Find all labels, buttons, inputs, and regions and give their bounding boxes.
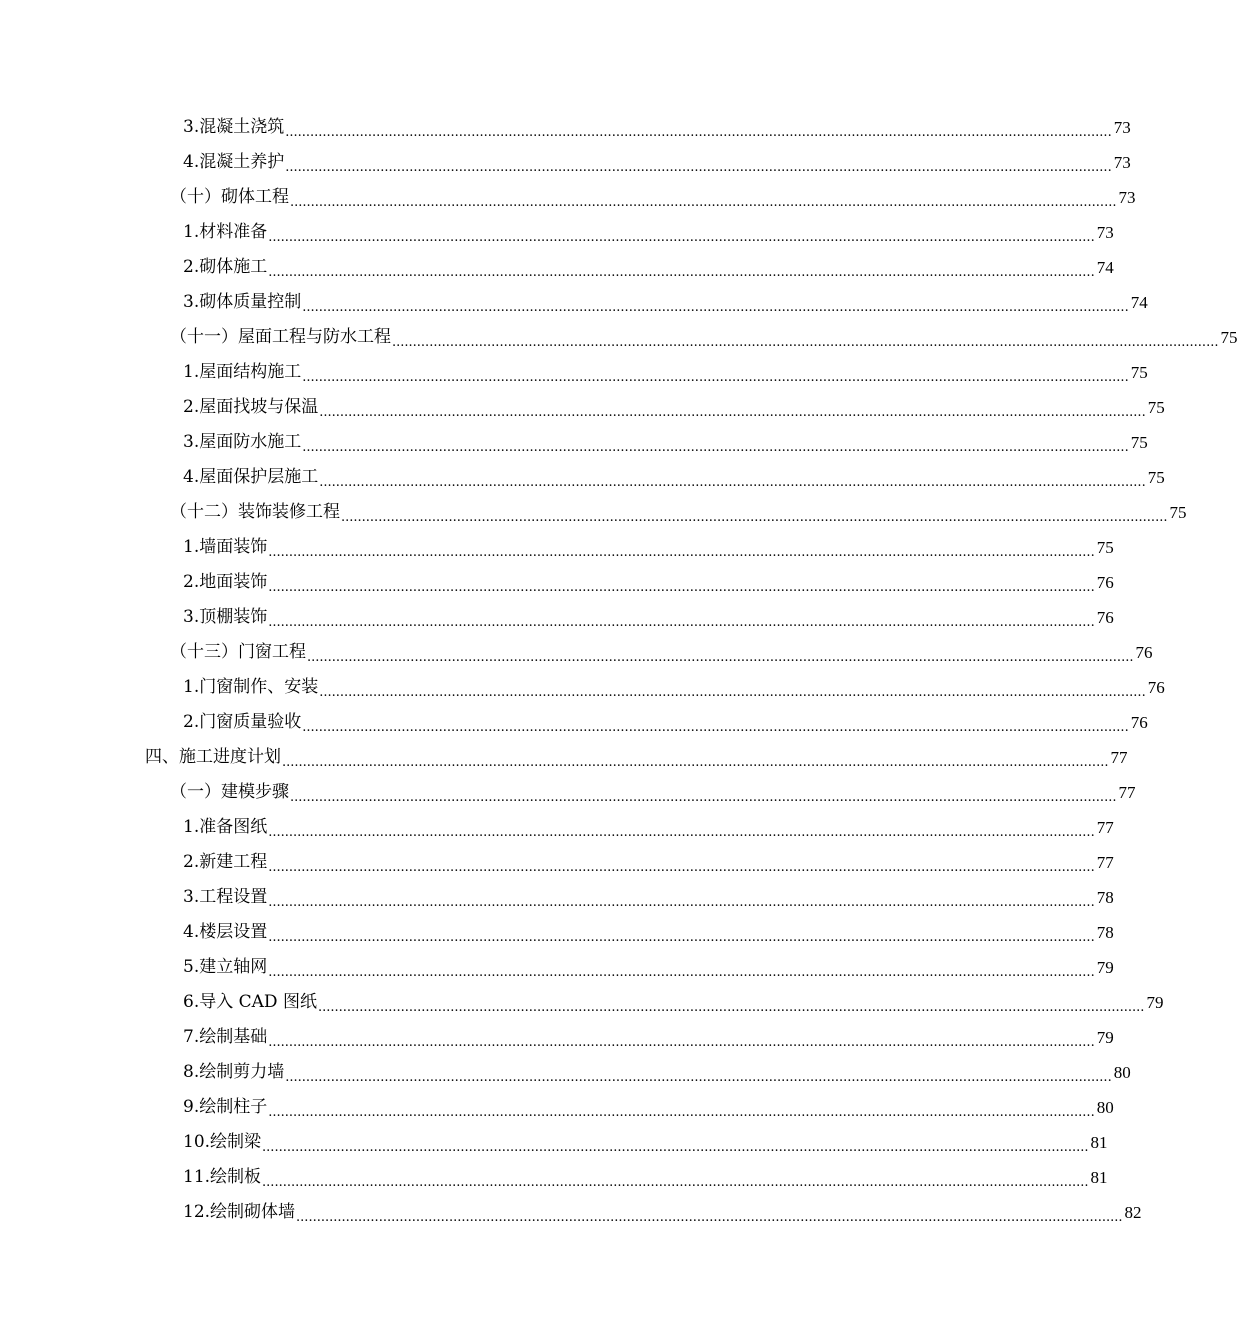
dot-leader: ........................................................................................................................................................................................................ [262,1175,1089,1190]
toc-entry[interactable] [0,285,1148,320]
toc-entry-page: 76 [1096,573,1114,592]
toc-entry-number: 2. [183,712,200,732]
toc-entry-title: 屋面找坡与保温 [199,397,319,417]
dot-leader: ........................................................................................................................................................................................................ [268,895,1095,910]
dot-leader: ........................................................................................................................................................................................................ [302,720,1129,735]
toc-entry[interactable] [0,145,1131,180]
toc-entry-number: 4. [183,152,200,172]
toc-entry[interactable] [0,1160,1108,1195]
toc-entry-page: 76 [1096,608,1114,627]
toc-entry-page: 77 [1096,818,1114,837]
toc-entry-title: 砌体施工 [199,257,268,277]
toc-entry[interactable] [0,950,1114,985]
dot-leader: ........................................................................................................................................................................................................ [290,195,1117,210]
toc-entry[interactable] [0,355,1148,390]
toc-entry-number: 2. [183,257,200,277]
toc-entry[interactable] [0,1020,1114,1055]
toc-entry-page: 82 [1124,1203,1142,1222]
toc-entry-page: 73 [1096,223,1114,242]
toc-entry-page: 77 [1096,853,1114,872]
toc-entry-title: 装饰装修工程 [238,502,340,522]
toc-entry-page: 74 [1130,293,1148,312]
dot-leader: ........................................................................................................................................................................................................ [392,335,1219,350]
toc-entry[interactable] [0,530,1114,565]
toc-entry-number: 12. [183,1202,211,1222]
toc-entry-page: 81 [1090,1168,1108,1187]
toc-entry-number: 11. [183,1167,211,1187]
dot-leader: ........................................................................................................................................................................................................ [268,545,1095,560]
toc-entry-title: 地面装饰 [199,572,268,592]
toc-entry-number: 8. [183,1062,200,1082]
toc-entry[interactable] [0,250,1114,285]
toc-entry-page: 75 [1220,328,1237,347]
toc-entry[interactable] [0,635,1153,670]
toc-entry-page: 75 [1147,468,1165,487]
dot-leader: ........................................................................................................................................................................................................ [268,265,1095,280]
toc-entry-title: 砌体工程 [221,187,289,207]
dot-leader: ........................................................................................................................................................................................................ [268,615,1095,630]
toc-entry-page: 80 [1096,1098,1114,1117]
dot-leader: ........................................................................................................................................................................................................ [268,930,1095,945]
toc-entry[interactable] [0,460,1165,495]
toc-entry-number: 1. [183,362,200,382]
dot-leader: ........................................................................................................................................................................................................ [319,405,1146,420]
toc-entry-title: 材料准备 [199,222,268,242]
toc-entry-number: 1. [183,537,200,557]
table-of-contents [0,110,1237,1230]
toc-entry-number: （一） [170,782,221,802]
toc-entry-page: 74 [1096,258,1114,277]
toc-entry-page: 75 [1130,433,1148,452]
toc-entry-number: 3. [183,607,200,627]
dot-leader: ........................................................................................................................................................................................................ [268,230,1095,245]
toc-entry-title: 建模步骤 [221,782,289,802]
toc-entry-page: 79 [1096,958,1114,977]
toc-entry-title: 砌体质量控制 [199,292,302,312]
toc-entry-title: 门窗质量验收 [199,712,302,732]
dot-leader: ........................................................................................................................................................................................................ [307,650,1134,665]
dot-leader: ........................................................................................................................................................................................................ [282,755,1109,770]
toc-entry-page: 76 [1147,678,1165,697]
toc-entry[interactable] [0,1090,1114,1125]
toc-entry-title: 绘制剪力墙 [199,1062,285,1082]
toc-entry-page: 79 [1146,993,1164,1012]
toc-entry[interactable] [0,495,1187,530]
dot-leader: ........................................................................................................................................................................................................ [285,1070,1112,1085]
toc-entry-page: 75 [1130,363,1148,382]
toc-entry-number: 1. [183,222,200,242]
toc-entry-title: 门窗工程 [238,642,306,662]
toc-entry-number: 10. [183,1132,211,1152]
toc-entry-number: （十） [170,187,221,207]
dot-leader: ........................................................................................................................................................................................................ [268,580,1095,595]
toc-entry-number: 4. [183,467,200,487]
toc-entry-page: 73 [1113,153,1131,172]
toc-entry-title: 绘制梁 [210,1132,262,1152]
toc-entry-page: 75 [1147,398,1165,417]
dot-leader: ........................................................................................................................................................................................................ [302,300,1129,315]
toc-entry-number: 2. [183,397,200,417]
toc-entry-page: 78 [1096,923,1114,942]
toc-entry-title: 楼层设置 [199,922,268,942]
toc-entry[interactable] [0,775,1136,810]
toc-entry-title: 绘制板 [210,1167,262,1187]
toc-entry[interactable] [0,600,1114,635]
toc-entry-number: 3. [183,292,200,312]
toc-entry-page: 75 [1096,538,1114,557]
toc-entry-title: 绘制砌体墙 [210,1202,296,1222]
toc-entry-page: 78 [1096,888,1114,907]
toc-entry-title: 新建工程 [199,852,268,872]
toc-entry-title: 墙面装饰 [199,537,268,557]
toc-entry[interactable] [0,110,1131,145]
toc-entry-page: 77 [1118,783,1136,802]
toc-entry[interactable] [0,425,1148,460]
toc-entry-title: 屋面工程与防水工程 [238,327,391,347]
toc-entry-page: 76 [1135,643,1153,662]
toc-entry-page: 73 [1113,118,1131,137]
toc-entry-title: 门窗制作、安装 [199,677,319,697]
toc-entry-number: 9. [183,1097,200,1117]
toc-entry[interactable] [0,320,1237,355]
toc-entry-number: 5. [183,957,200,977]
toc-entry-page: 80 [1113,1063,1131,1082]
toc-entry-number: 4. [183,922,200,942]
dot-leader: ........................................................................................................................................................................................................ [317,1000,1145,1015]
toc-entry[interactable] [0,1125,1108,1160]
toc-entry-page: 73 [1118,188,1136,207]
toc-entry[interactable] [0,985,1164,1020]
dot-leader: ........................................................................................................................................................................................................ [268,965,1095,980]
toc-entry-number: 3. [183,117,200,137]
toc-entry-number: 2. [183,572,200,592]
dot-leader: ........................................................................................................................................................................................................ [268,860,1095,875]
toc-entry-title: 屋面结构施工 [199,362,302,382]
dot-leader: ........................................................................................................................................................................................................ [319,685,1146,700]
toc-entry-title: 绘制柱子 [199,1097,268,1117]
toc-entry-number: 1. [183,817,200,837]
toc-entry-number: （十二） [170,502,238,522]
toc-entry-title: 屋面防水施工 [199,432,302,452]
toc-entry-number: 3. [183,887,200,907]
toc-entry-title: 建立轴网 [199,957,268,977]
toc-entry[interactable] [0,390,1165,425]
toc-entry-title: 工程设置 [199,887,268,907]
toc-entry-title: 混凝土浇筑 [199,117,285,137]
toc-entry-page: 81 [1090,1133,1108,1152]
toc-entry[interactable] [0,565,1114,600]
toc-entry-number: 四、 [145,747,179,767]
toc-entry-page: 75 [1169,503,1187,522]
toc-entry-title: 绘制基础 [199,1027,268,1047]
toc-entry-page: 79 [1096,1028,1114,1047]
dot-leader: ........................................................................................................................................................................................................ [285,125,1112,140]
toc-entry-page: 77 [1110,748,1128,767]
dot-leader: ........................................................................................................................................................................................................ [319,475,1146,490]
dot-leader: ........................................................................................................................................................................................................ [285,160,1112,175]
toc-entry-number: 3. [183,432,200,452]
dot-leader: ........................................................................................................................................................................................................ [268,825,1095,840]
dot-leader: ........................................................................................................................................................................................................ [302,370,1129,385]
toc-entry-title: 施工进度计划 [179,747,281,767]
toc-entry[interactable] [0,915,1114,950]
dot-leader: ........................................................................................................................................................................................................ [341,510,1168,525]
toc-entry[interactable] [0,705,1148,740]
toc-entry[interactable] [0,845,1114,880]
toc-entry-title: 导入 CAD 图纸 [199,992,317,1012]
dot-leader: ........................................................................................................................................................................................................ [296,1210,1123,1225]
dot-leader: ........................................................................................................................................................................................................ [262,1140,1089,1155]
toc-entry-page: 76 [1130,713,1148,732]
toc-entry[interactable] [0,180,1136,215]
toc-entry-title: 屋面保护层施工 [199,467,319,487]
toc-entry-number: 7. [183,1027,200,1047]
dot-leader: ........................................................................................................................................................................................................ [268,1105,1095,1120]
toc-entry[interactable] [0,1195,1142,1230]
toc-entry[interactable] [0,215,1114,250]
toc-entry[interactable] [0,670,1165,705]
toc-entry-title: 混凝土养护 [199,152,285,172]
toc-entry-title: 顶棚装饰 [199,607,268,627]
toc-entry[interactable] [0,740,1128,775]
toc-entry-number: （十一） [170,327,238,347]
toc-entry[interactable] [0,1055,1131,1090]
toc-entry[interactable] [0,880,1114,915]
toc-entry-number: 2. [183,852,200,872]
dot-leader: ........................................................................................................................................................................................................ [302,440,1129,455]
toc-entry-title: 准备图纸 [199,817,268,837]
dot-leader: ........................................................................................................................................................................................................ [290,790,1117,805]
toc-entry-number: （十三） [170,642,238,662]
dot-leader: ........................................................................................................................................................................................................ [268,1035,1095,1050]
toc-entry-number: 6. [183,992,200,1012]
toc-entry-number: 1. [183,677,200,697]
toc-entry[interactable] [0,810,1114,845]
